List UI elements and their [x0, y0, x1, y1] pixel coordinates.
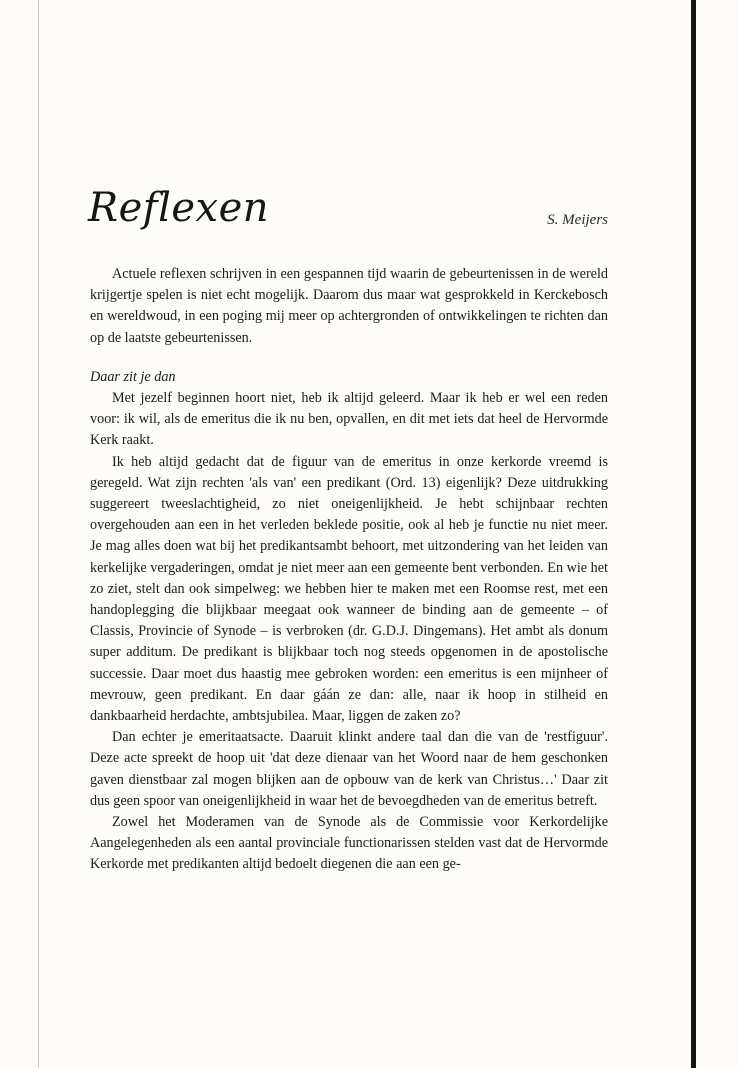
page-edge-left — [38, 0, 39, 1068]
article-body — [90, 264, 608, 876]
paragraph-1: Met jezelf beginnen hoort niet, heb ik altijd geleerd. Maar ik heb er wel een reden voor: ik wil, als de emeritus die ik nu ben, opvallen, en dit met iets dat heel de Hervormde Kerk raakt. — [90, 390, 608, 449]
article-title: Reflexen — [88, 185, 270, 231]
paragraph-3: Dan echter je emeritaatsacte. Daaruit klinkt andere taal dan die van de 'restfiguur'. Deze acte spreekt de hoop uit 'dat deze dienaar van het Woord naar de hem geschonken gaven dienstbaar zal mogen blijken aan de opbouw van de kerk van Christus…' Daar zit dus geen spoor van oneigenlijkheid in waar het de bevoegdheden van de emeritus betreft. — [90, 729, 608, 809]
intro-paragraph: Actuele reflexen schrijven in een gespannen tijd waarin de gebeurtenissen in de wereld krijgertje spelen is niet echt mogelijk. Daarom dus maar wat gesprokkeld in Kerckebosch en wereldwoud, in een poging mij meer op achtergronden of ontwikkelingen te richten dan op de laatste gebeurtenissen. — [90, 266, 608, 346]
paragraph-4: Zowel het Moderamen van de Synode als de Commissie voor Kerkordelijke Aangelegenheden als een aantal provinciale functionarissen stelden vast dat de Hervormde Kerkorde met predikanten altijd bedoelt diegenen die aan een ge- — [90, 814, 608, 873]
article-author: S. Meijers — [547, 212, 608, 228]
section-heading: Daar zit je dan — [90, 368, 176, 385]
paragraph-2: Ik heb altijd gedacht dat de figuur van de emeritus in onze kerkorde vreemd is geregeld. Wat zijn rechten 'als van' een predikant (Ord. 13) eigenlijk? Deze uitdrukking suggereert tweeslachtigheid, zo niet oneigenlijkheid. Je hebt schijnbaar rechten overgehouden aan een in het verleden beklede positie, ook al heb je functie nu niet meer. Je mag alles doen wat bij het predikantsambt behoort, met uitzondering van het leiden van kerkelijke vergaderingen, omdat je niet meer aan een gemeente bent verbonden. En wie het zo ziet, stelt dan ook simpelweg: we hebben hier te maken met een Roomse rest, met een handoplegging die blijkbaar meegaat ook wanneer de binding aan de gemeente – of Classis, Provincie of Synode – is verbroken (dr. G.D.J. Dingemans). Het ambt als donum super additum. De predikant is blijkbaar toch nog steeds opgenomen in de apostolische successie. Daar moet dus haastig mee gebroken worden: een emeritus is een mijnheer of mevrouw, geen predikant. En daar gáán ze dan: alle, naar ik hoop in stilheid en dankbaarheid herdachte, ambtsjubilea. Maar, liggen de zaken zo? — [90, 453, 608, 725]
page-edge-right — [691, 0, 696, 1068]
